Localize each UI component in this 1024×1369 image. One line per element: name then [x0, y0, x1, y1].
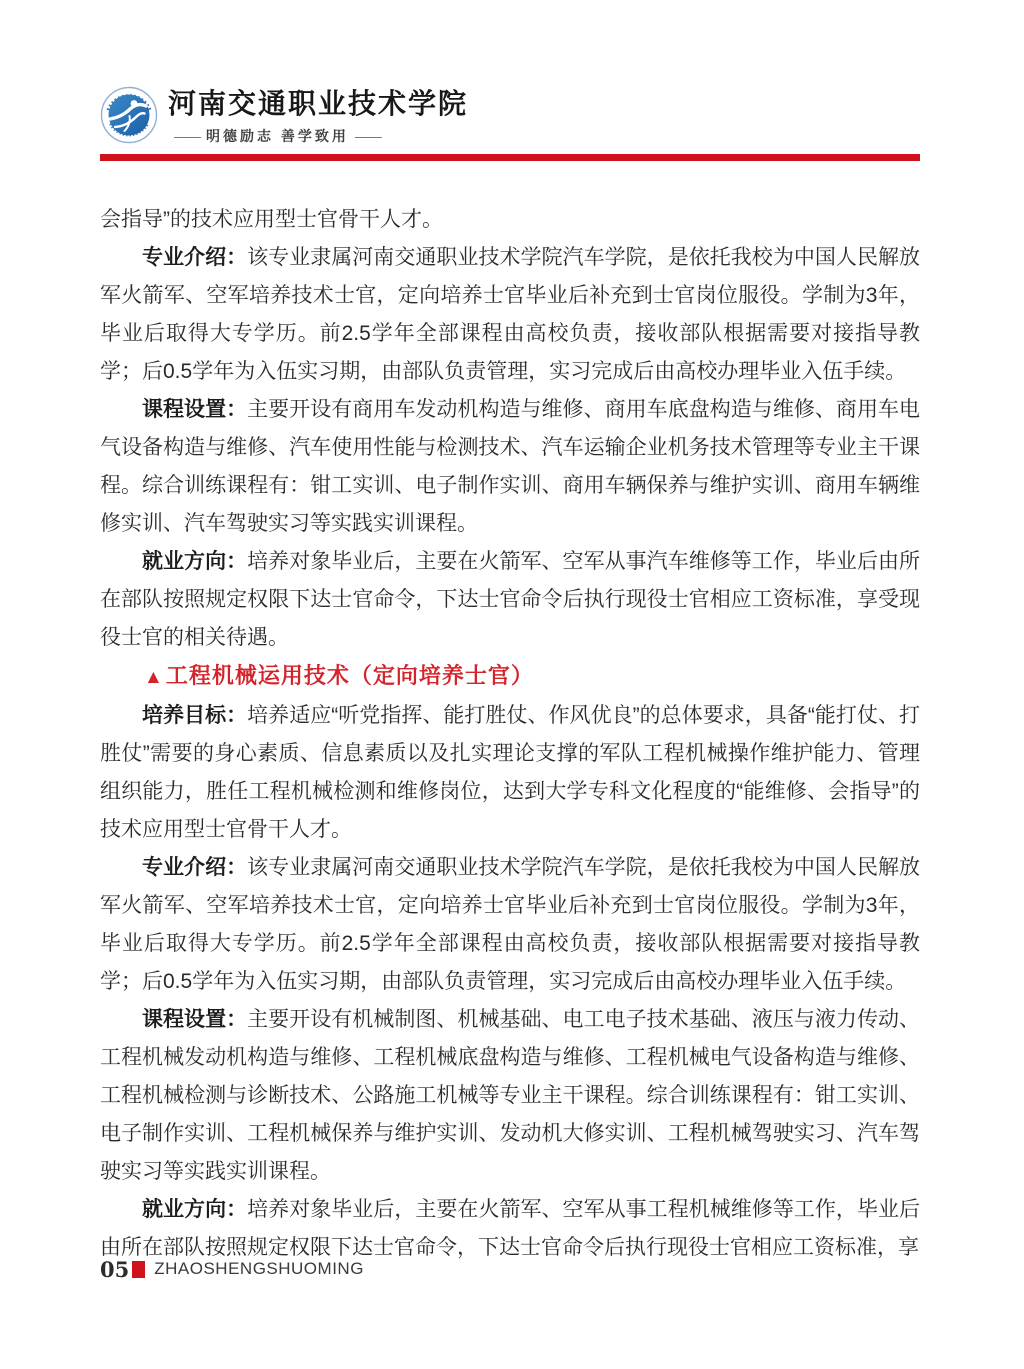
page-footer — [100, 1256, 364, 1282]
body-text — [100, 201, 920, 1267]
paragraph-label: 专业介绍： — [142, 246, 248, 269]
paragraph-label: 课程设置： — [142, 398, 248, 421]
college-name: 河南交通职业技术学院 — [168, 87, 469, 120]
paragraph-label: 专业介绍： — [142, 856, 248, 879]
paragraph-text: 主要开设有机械制图、机械基础、电工电子技术基础、液压与液力传动、工程机械发动机构造与维修、工程机械底盘构造与维修、工程机械电气设备构造与维修、工程机械检测与诊断技术、公路施工机械等专业主干课程。综合训练课程有：钳工实训、电子制作实训、工程机械保养与维护实训、发动机大修实训、工程机械驾驶实习、汽车驾驶实习等实践实训课程。 — [100, 1008, 920, 1183]
paragraph-text: 会指导”的技术应用型士官骨干人才。 — [100, 208, 443, 231]
motto-text: 明德励志 善学致用 — [206, 128, 349, 144]
paragraph-label: 培养目标： — [142, 704, 248, 727]
paragraph-curriculum — [100, 391, 920, 543]
paragraph-employment — [100, 543, 920, 657]
section-heading — [100, 657, 920, 697]
paragraph-continuation — [100, 201, 920, 239]
paragraph-text: 培养对象毕业后，主要在火箭军、空军从事工程机械维修等工作，毕业后由所在部队按照规定权限下达士官命令，下达士官命令后执行现役士官相应工资标准，享 — [100, 1198, 920, 1259]
footer-label: ZHAOSHENGSHUOMING — [154, 1259, 364, 1278]
paragraph-text: 培养适应“听党指挥、能打胜仗、作风优良”的总体要求，具备“能打仗、打胜仗”需要的身心素质、信息素质以及扎实理论支撑的军队工程机械操作维护能力、管理组织能力，胜任工程机械检测和维修岗位，达到大学专科文化程度的“能维修、会指导”的技术应用型士官骨干人才。 — [100, 704, 920, 841]
paragraph-major-intro-2 — [100, 849, 920, 1001]
college-emblem-icon — [100, 86, 158, 144]
motto-dash-left: —— — [174, 128, 200, 144]
paragraph-text: 该专业隶属河南交通职业技术学院汽车学院，是依托我校为中国人民解放军火箭军、空军培养技术士官，定向培养士官毕业后补充到士官岗位服役。学制为3年，毕业后取得大专学历。前2.5学年全部课程由高校负责，接收部队根据需要对接指导教学；后0.5学年为入伍实习期，由部队负责管理，实习完成后由高校办理毕业入伍手续。 — [100, 246, 920, 383]
triangle-marker-icon: ▲ — [144, 667, 164, 688]
page-number: 05 — [100, 1256, 130, 1282]
paragraph-text: 主要开设有商用车发动机构造与维修、商用车底盘构造与维修、商用车电气设备构造与维修、汽车使用性能与检测技术、汽车运输企业机务技术管理等专业主干课程。综合训练课程有：钳工实训、电子制作实训、商用车辆保养与维护实训、商用车辆维修实训、汽车驾驶实习等实践实训课程。 — [100, 398, 920, 535]
red-square-icon — [132, 1261, 145, 1278]
paragraph-text: 该专业隶属河南交通职业技术学院汽车学院，是依托我校为中国人民解放军火箭军、空军培养技术士官，定向培养士官毕业后补充到士官岗位服役。学制为3年，毕业后取得大专学历。前2.5学年全部课程由高校负责，接收部队根据需要对接指导教学；后0.5学年为入伍实习期，由部队负责管理，实习完成后由高校办理毕业入伍手续。 — [100, 856, 920, 993]
header-red-rule — [100, 154, 920, 161]
paragraph-label: 就业方向： — [142, 1198, 248, 1221]
college-motto — [168, 126, 468, 146]
motto-dash-right: —— — [354, 128, 381, 144]
section-heading-text: 工程机械运用技术（定向培养士官） — [165, 663, 534, 688]
paragraph-text: 培养对象毕业后，主要在火箭军、空军从事汽车维修等工作，毕业后由所在部队按照规定权限下达士官命令，下达士官命令后执行现役士官相应工资标准，享受现役士官的相关待遇。 — [100, 550, 920, 649]
paragraph-label: 就业方向： — [142, 550, 248, 573]
paragraph-label: 课程设置： — [142, 1008, 248, 1031]
paragraph-training-goal — [100, 697, 920, 849]
paragraph-curriculum-2 — [100, 1001, 920, 1191]
paragraph-major-intro — [100, 239, 920, 391]
page-header — [100, 0, 920, 146]
